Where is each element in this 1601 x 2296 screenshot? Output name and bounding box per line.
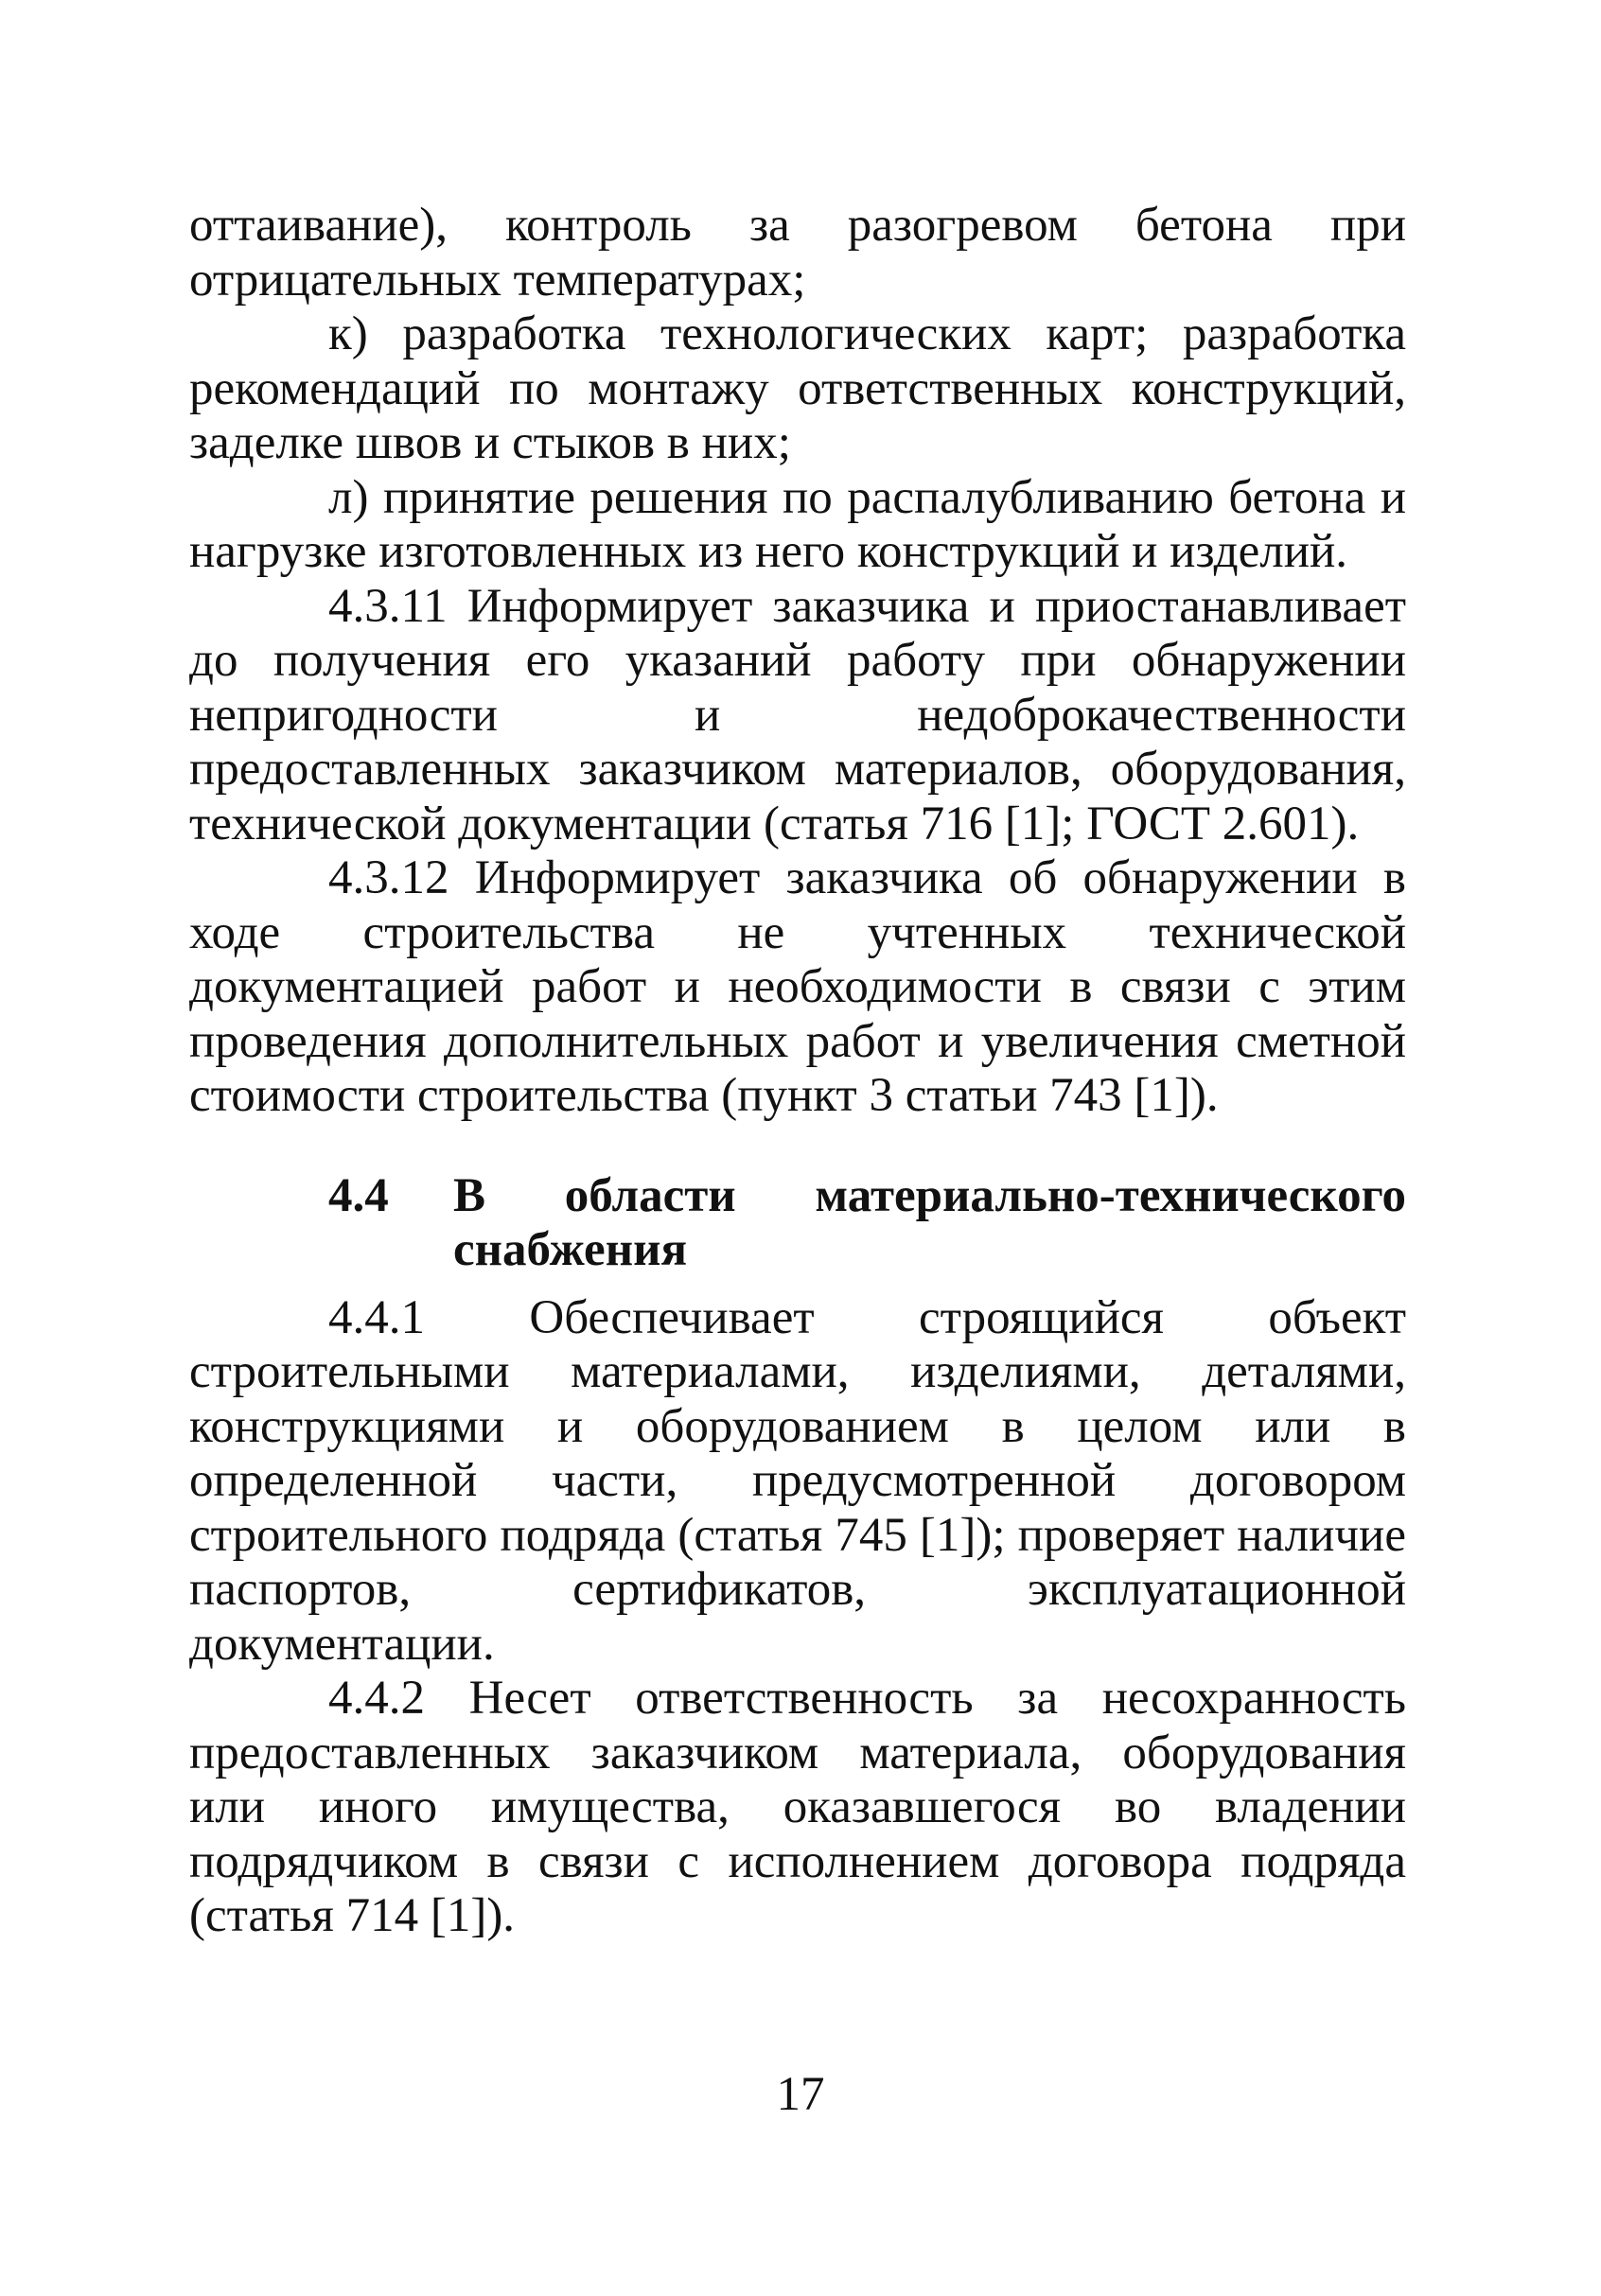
clause-4-4-1: 4.4.1 Обеспечивает строящийся объект строительными материалами, изделиями, деталями, конструкциями и оборудованием в целом или в определенной части, предусмотренной договором строительного подряда (статья 745 [1]); проверяет наличие паспортов, сертификатов, эксплуатационной документации. <box>189 1290 1406 1671</box>
paragraph-continued: оттаивание), контроль за разогревом бетона при отрицательных температурах; <box>189 199 1406 307</box>
clause-4-3-11: 4.3.11 Информирует заказчика и приостанавливает до получения его указаний работу при обнаружении непригодности и недоброкачественности предоставленных заказчиком материалов, оборудования, технической документации (статья 716 [1]; ГОСТ 2.601). <box>189 579 1406 850</box>
clause-4-3-12: 4.3.12 Информирует заказчика об обнаружении в ходе строительства не учтенных технической документацией работ и необходимости в связи с этим проведения дополнительных работ и увеличения сметной стоимости строительства (пункт 3 статьи 743 [1]). <box>189 851 1406 1122</box>
section-title: В области материально-технического снабжения <box>453 1168 1406 1276</box>
list-item-k: к) разработка технологических карт; разработка рекомендаций по монтажу ответственных конструкций, заделке швов и стыков в них; <box>189 307 1406 469</box>
list-item-l: л) принятие решения по распалубливанию бетона и нагрузке изготовленных из него конструкций и изделий. <box>189 470 1406 578</box>
page-number: 17 <box>776 2068 825 2121</box>
clause-4-4-2: 4.4.2 Несет ответственность за несохранность предоставленных заказчиком материала, оборудования или иного имущества, оказавшегося во владении подрядчиком в связи с исполнением договора подряда (статья 714 [1]). <box>189 1672 1406 1942</box>
page-body <box>189 199 1406 1944</box>
section-number: 4.4 <box>328 1168 389 1222</box>
section-heading <box>189 1169 1406 1278</box>
